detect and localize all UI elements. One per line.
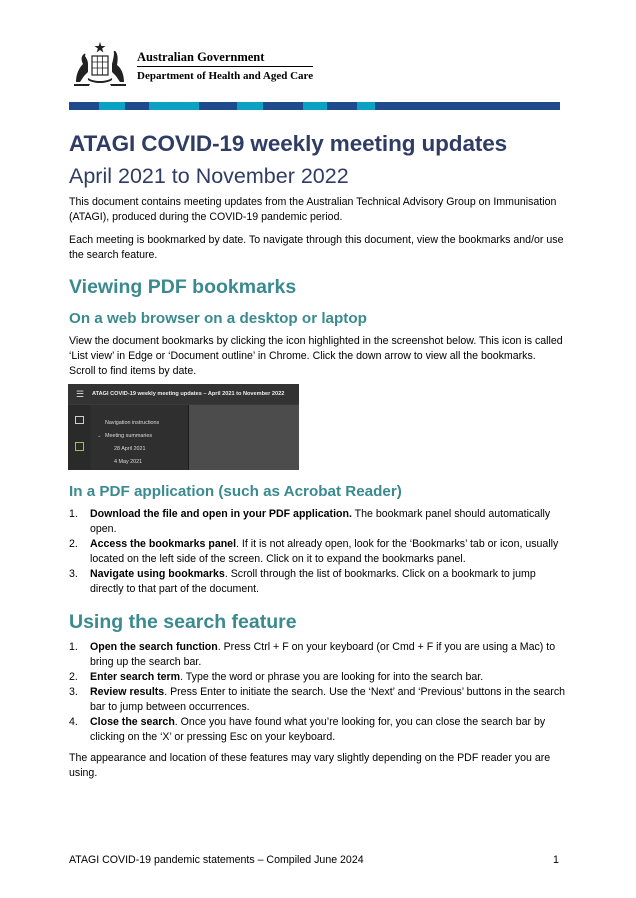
screenshot-document-area: [189, 405, 299, 470]
band-segment: [237, 102, 263, 110]
closing-paragraph: The appearance and location of these features may vary slightly depending on the PDF reader you are using.: [69, 752, 551, 779]
thumbnail-icon: [75, 416, 84, 424]
page-number: 1: [553, 854, 559, 866]
department-name: Department of Health and Aged Care: [137, 70, 314, 82]
step-number: 4.: [69, 716, 78, 728]
band-segment: [125, 102, 149, 110]
header-divider: [137, 66, 313, 67]
band-segment: [149, 102, 199, 110]
step-number: 2.: [69, 538, 78, 550]
step-text: . Scroll through the list of bookmarks. Click on a bookmark to jump directly to that part of the document.: [90, 568, 536, 595]
list-item: [69, 715, 565, 745]
footer-text: ATAGI COVID-19 pandemic statements – Compiled June 2024: [69, 854, 364, 866]
list-item: [69, 507, 565, 537]
document-outline-icon: [75, 442, 84, 451]
government-name: Australian Government: [137, 50, 265, 64]
step-text: . Press Ctrl + F on your keyboard (or Cmd + F if you are using a Mac) to bring up the search bar.: [90, 641, 556, 668]
list-item: [69, 640, 565, 670]
screenshot-outline-item: 28 April 2021: [114, 446, 146, 452]
step-title: Access the bookmarks panel: [90, 538, 237, 550]
band-segment: [99, 102, 125, 110]
list-item: [69, 537, 565, 567]
band-segment: [327, 102, 357, 110]
bookmarks-heading: Viewing PDF bookmarks: [69, 276, 297, 298]
screenshot-title: ATAGI COVID-19 weekly meeting updates – April 2021 to November 2022: [92, 391, 285, 397]
search-heading: Using the search feature: [69, 611, 297, 633]
band-segment: [303, 102, 327, 110]
step-title: Download the file and open in your PDF application.: [90, 508, 352, 520]
pdf-application-steps: [69, 507, 565, 597]
step-title: Open the search function: [90, 641, 218, 653]
band-segment: [357, 102, 375, 110]
step-text: . Once you have found what you’re looking for, you can close the search bar by clicking on the ‘X’ or pressing Esc on your keyboard.: [90, 716, 546, 743]
step-number: 3.: [69, 686, 78, 698]
colour-band: [69, 102, 560, 110]
step-text: The bookmark panel should automatically open.: [90, 508, 551, 535]
step-title: Navigate using bookmarks: [90, 568, 225, 580]
band-segment: [69, 102, 99, 110]
step-number: 1.: [69, 641, 78, 653]
web-browser-paragraph: View the document bookmarks by clicking the icon highlighted in the screenshot below. This icon is called ‘List view’ in Edge or ‘Document outline’ in Chrome. Click the down arrow to view all the bookmarks. Scroll to find items by date.: [69, 335, 563, 377]
pdf-application-heading: In a PDF application (such as Acrobat Reader): [69, 483, 402, 500]
list-item: [69, 670, 565, 685]
step-title: Enter search term: [90, 671, 181, 683]
list-item: [69, 685, 565, 715]
screenshot-sidebar-rail: [68, 405, 90, 470]
chevron-down-icon: ⌄: [97, 433, 102, 439]
intro-paragraph-2: Each meeting is bookmarked by date. To navigate through this document, view the bookmarks and/or use the search feature.: [69, 234, 564, 261]
band-segment: [375, 102, 560, 110]
browser-screenshot: [68, 384, 299, 470]
page-title: ATAGI COVID-19 weekly meeting updates: [69, 131, 508, 156]
hamburger-menu-icon: ☰: [76, 389, 85, 399]
intro-paragraph-1: This document contains meeting updates from the Australian Technical Advisory Group on Immunisation (ATAGI), produced during the COVID-19 pandemic period.: [69, 196, 557, 223]
screenshot-outline-item: Meeting summaries: [105, 433, 153, 439]
web-browser-heading: On a web browser on a desktop or laptop: [69, 310, 367, 327]
step-text: . Type the word or phrase you are looking for into the search bar.: [180, 671, 484, 683]
screenshot-outline-item: Navigation instructions: [105, 420, 160, 426]
search-steps: [69, 640, 565, 745]
step-title: Review results: [90, 686, 165, 698]
band-segment: [199, 102, 237, 110]
list-item: [69, 567, 565, 597]
band-segment: [263, 102, 303, 110]
step-number: 1.: [69, 508, 78, 520]
step-number: 3.: [69, 568, 78, 580]
coat-of-arms-logo: [70, 38, 130, 88]
step-number: 2.: [69, 671, 78, 683]
step-text: . If it is not already open, look for the ‘Bookmarks’ tab or icon, usually located on the left side of the screen. Click on it to expand the bookmarks panel.: [90, 538, 559, 565]
step-text: . Press Enter to initiate the search. Use the ‘Next’ and ‘Previous’ buttons in the search bar to jump between occurrences.: [90, 686, 566, 713]
screenshot-outline-item: 4 May 2021: [114, 459, 143, 465]
step-title: Close the search: [90, 716, 175, 728]
page-subtitle: April 2021 to November 2022: [69, 164, 349, 188]
